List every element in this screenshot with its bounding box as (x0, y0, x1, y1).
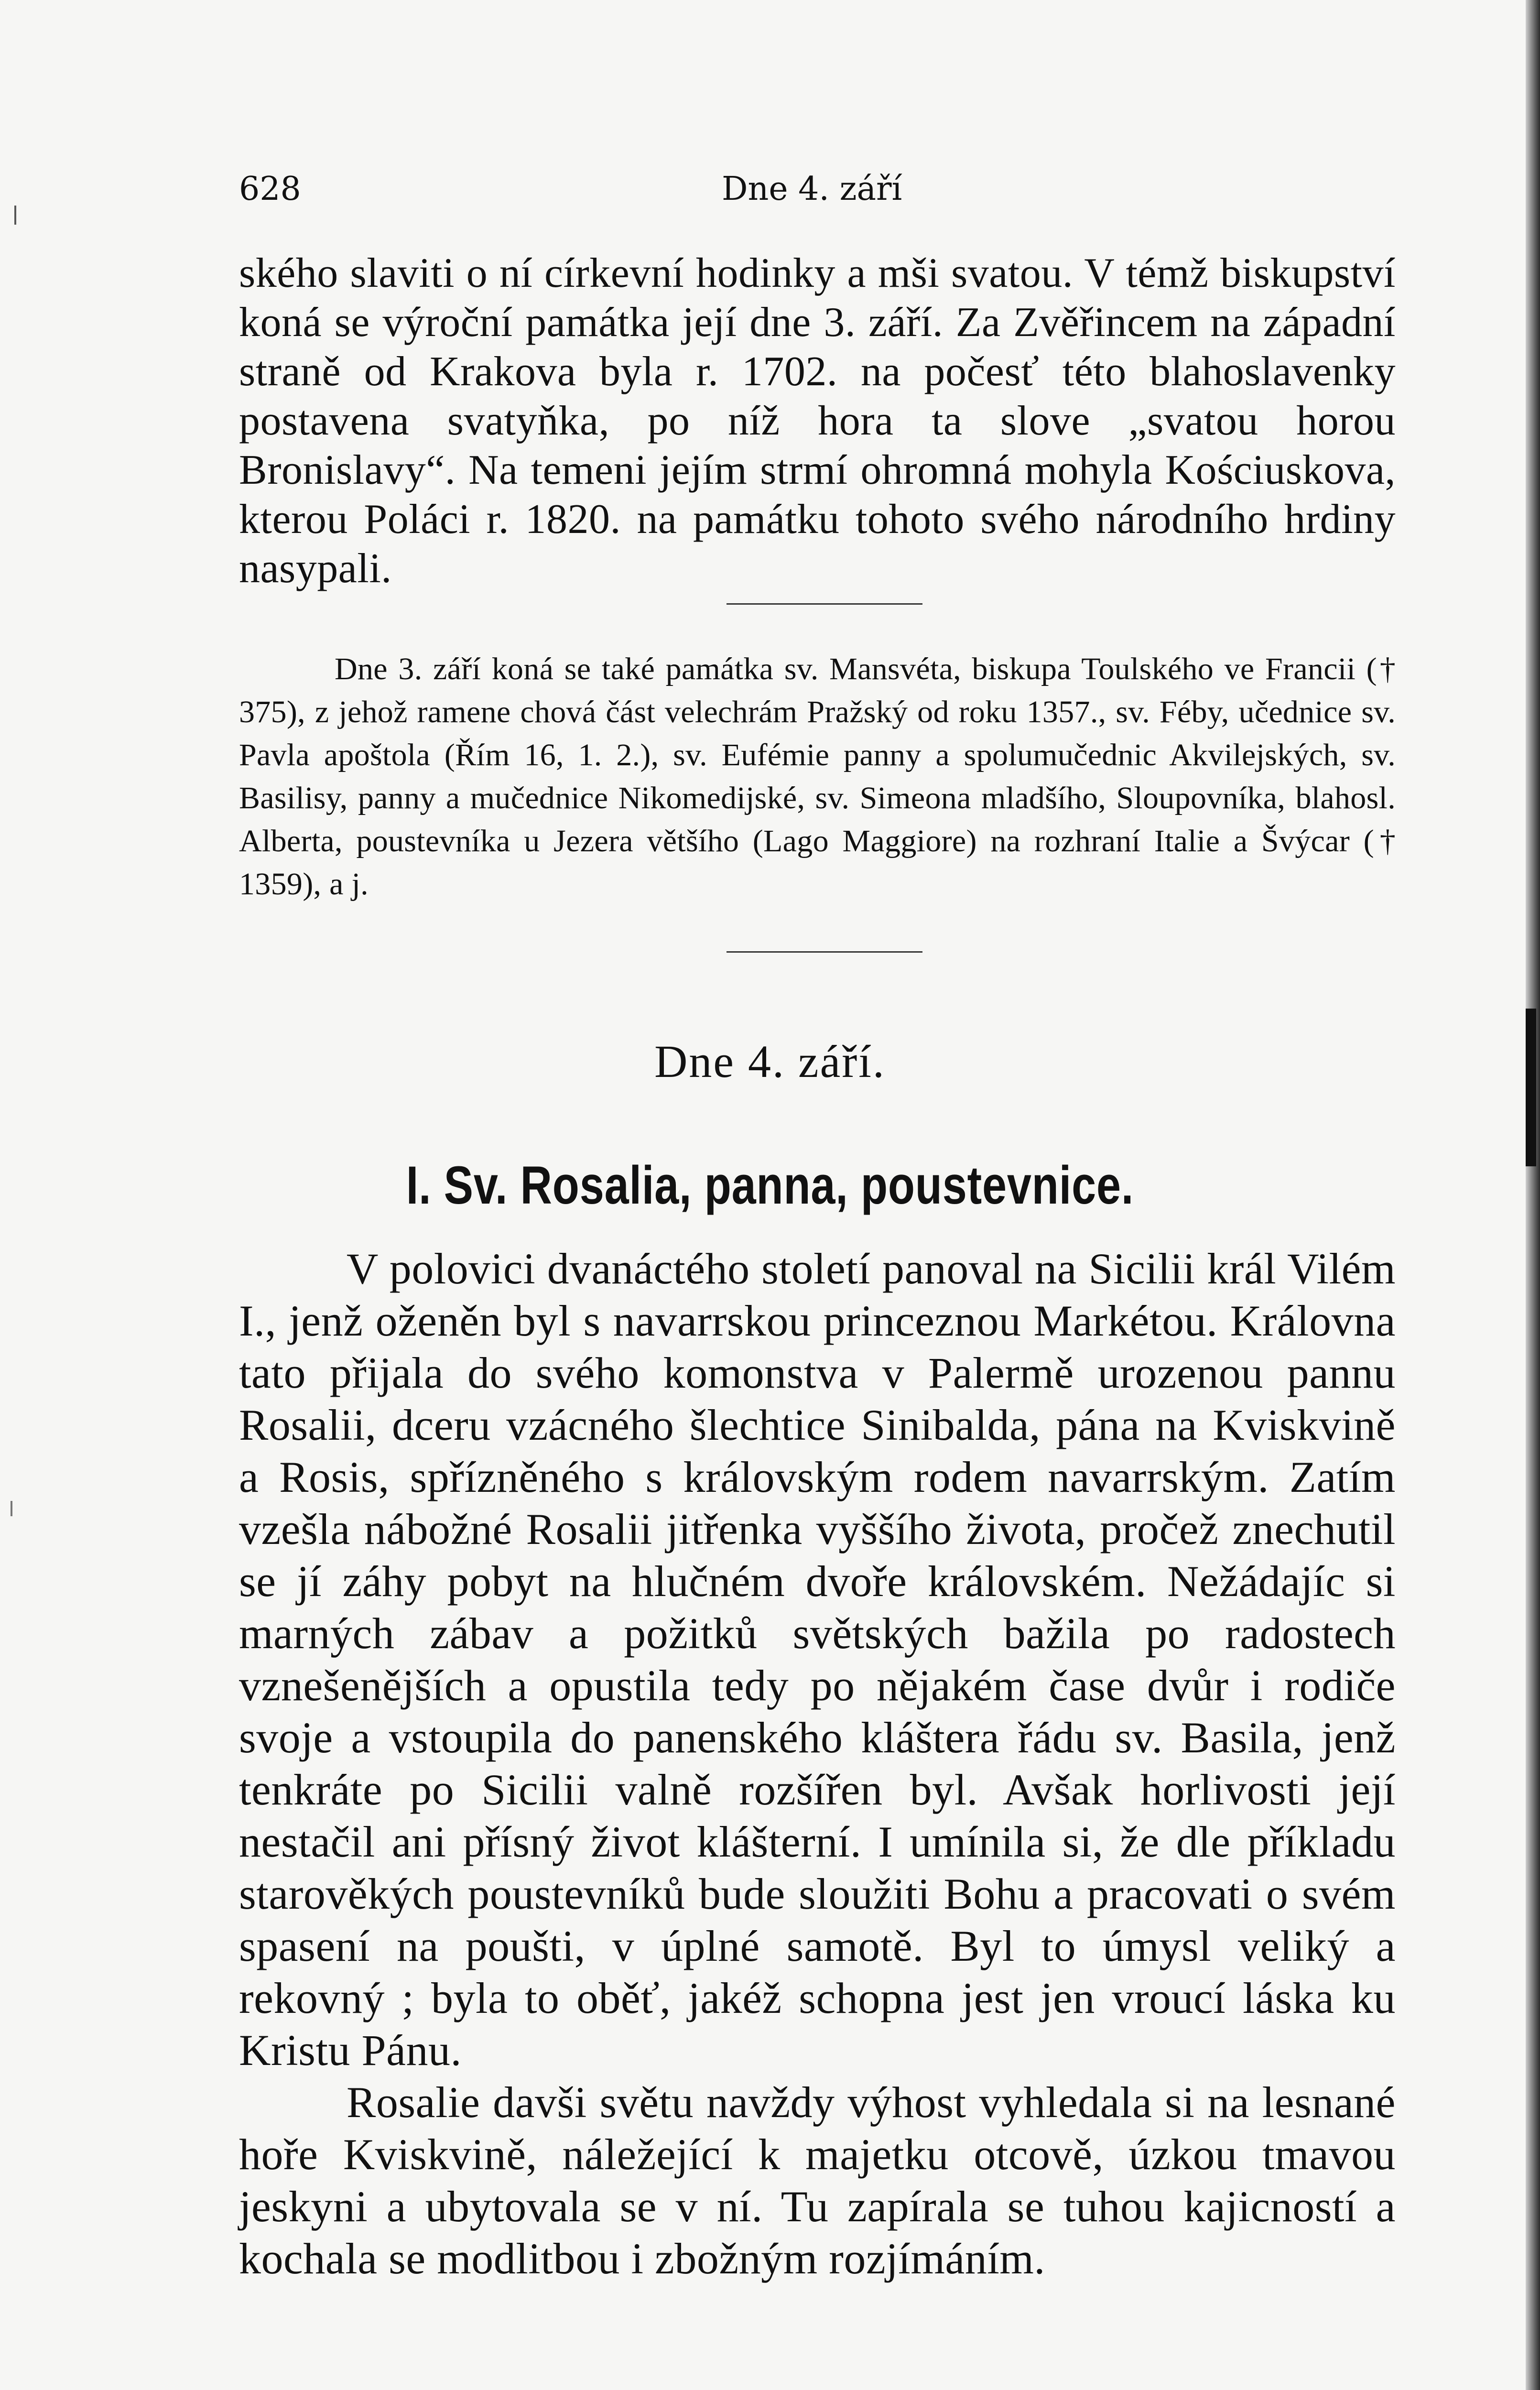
continuation-paragraph: ského slaviti o ní církevní hodinky a mši svatou. V témž biskupství koná se výroční památka její dne 3. září. Za Zvěřincem na západní straně od Krakova byla r. 1702. na počesť této blahoslavenky postavena svatyňka, po níž hora ta slove „svatou horou Bronislavy“. Na temeni jejím strmí ohromná mohyla Kościuskova, kterou Poláci r. 1820. na památku tohoto svého národního hrdiny nasypali. (239, 250, 1396, 592)
divider-rule (727, 951, 922, 953)
continuation-paragraph-block (239, 249, 1396, 593)
section-title: I. Sv. Rosalia, panna, poustevnice. (406, 1155, 1134, 1215)
binding-edge (1526, 0, 1540, 2390)
note-paragraph: Dne 3. září koná se také památka sv. Mansvéta, biskupa Toulského ve Francii († 375), z jehož ramene chová část velechrám Pražský od roku 1357., sv. Féby, učednice sv. Pavla apoštola (Řím 16, 1. 2.), sv. Eufémie panny a spolumučednic Akvilejských, sv. Basilisy, panny a mučednice Nikomedijské, sv. Simeona mladšího, Sloupovníka, blahosl. Alberta, poustevníka u Jezera většího (Lago Maggiore) na rozhraní Italie a Švýcar († 1359), a j. (239, 652, 1396, 902)
page-number: 628 (239, 170, 301, 208)
note-block (239, 648, 1396, 906)
day-heading: Dne 4. září. (654, 1036, 886, 1087)
running-head: Dne 4. září (722, 170, 902, 208)
body-paragraph: V polovici dvanáctého století panoval na Sicilii král Vilém I., jenž oženěn byl s navarrskou princeznou Markétou. Královna tato přijala do svého komonstva v Palermě urozenou pannu Rosalii, dceru vzácného šlechtice Sinibalda, pána na Kviskvině a Rosis, spřízněného s královským rodem navarrským. Zatím vzešla nábožné Rosalii jitřenka vyššího života, pročež znechutil se jí záhy pobyt na hlučném dvoře královském. Nežádajíc si marných zábav a požitků světských bažila po radostech vznešenějších a opustila tedy po nějakém čase dvůr i rodiče svoje a vstoupila do panenského kláštera řádu sv. Basila, jenž tenkráte po Sicilii valně rozšířen byl. Avšak horlivosti její nestačil ani přísný život klášterní. I umínila si, že dle příkladu starověkých poustevníků bude sloužiti Bohu a pracovati o svém spasení na poušti, v úplné samotě. Byl to úmysl veliký a rekovný ; byla to oběť, jakéž schopna jest jen vroucí láska ku Kristu Pánu. (239, 1244, 1396, 2075)
page-header (239, 170, 1386, 218)
body-paragraph: Rosalie davši světu navždy výhost vyhledala si na lesnané hoře Kviskvině, náležející k majetku otcově, úzkou tmavou jeskyni a ubytovala se v ní. Tu zapírala se tuhou kajicností a kochala se modlitbou i zbožným rozjímáním. (239, 2078, 1396, 2283)
divider-rule (727, 603, 922, 605)
margin-mark (11, 1501, 12, 1516)
body-text (239, 1243, 1396, 2285)
margin-mark (14, 206, 16, 225)
